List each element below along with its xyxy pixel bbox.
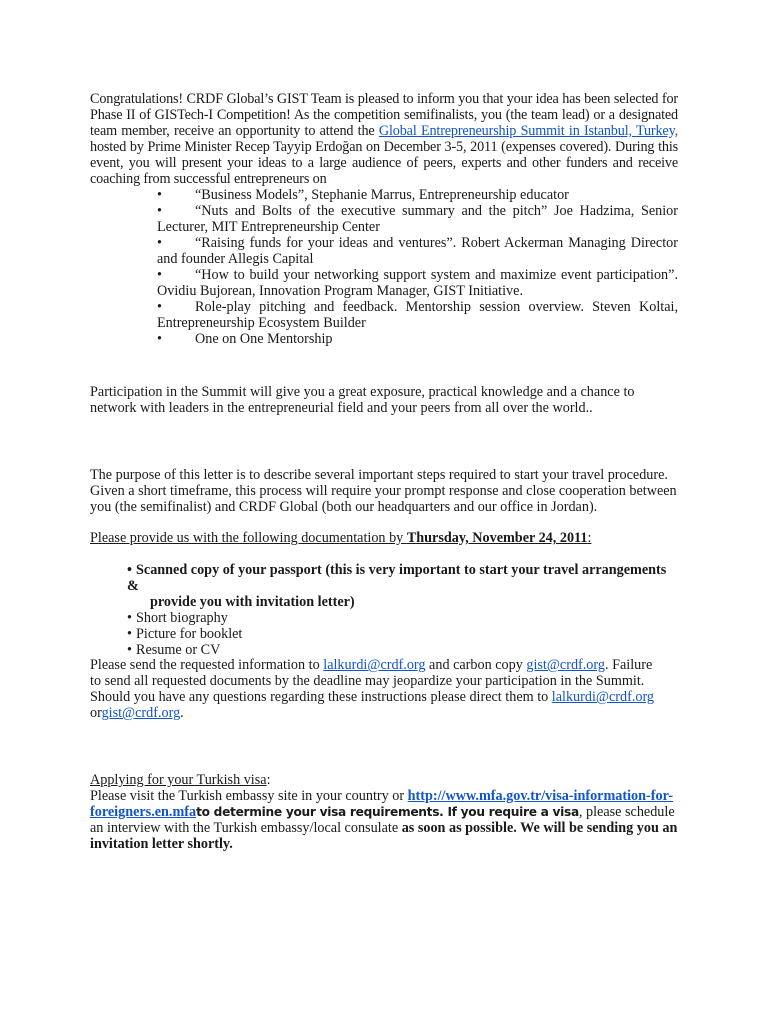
bullet-icon: • [157, 187, 162, 203]
documentation-request [90, 530, 678, 546]
bullet-icon: • [157, 331, 162, 347]
visa-section [90, 772, 678, 852]
intro-text-2: hosted by Prime Minister Recep Tayyip Erdoğan on December 3-5, 2011 (expenses covered). During this event, you will present your ideas to a large audience of peers, experts and other funders and receive coaching from successful entrepreneurs on [90, 139, 678, 187]
bullet-icon: • [127, 642, 132, 658]
list-item [157, 235, 678, 267]
email-link-gist-2[interactable]: gist@crdf.org [101, 705, 181, 721]
visa-heading-colon: : [266, 772, 271, 788]
list-item [127, 610, 678, 626]
visa-info-link[interactable]: http://www.mfa.gov.tr/visa-information-for-foreigners.en.mfa [90, 788, 674, 820]
email-link-lalkurdi[interactable]: lalkurdi@crdf.org [323, 657, 426, 673]
visa-text: Please visit the Turkish embassy site in your country or [90, 788, 408, 804]
list-item [157, 331, 678, 347]
list-item [157, 267, 678, 299]
coaching-topics-list [157, 187, 678, 347]
list-item-text: “How to build your networking support system and maximize event participation”. Ovidiu Bujorean, Innovation Program Manager, GIST Initiative. [157, 267, 678, 299]
list-item-continuation: provide you with invitation letter) [150, 594, 355, 610]
list-item [157, 203, 678, 235]
visa-invitation-text: . We will be sending you an invitation letter shortly. [90, 820, 678, 852]
list-item [127, 626, 678, 642]
list-item [157, 299, 678, 331]
list-item-text: Picture for booklet [136, 626, 243, 642]
visa-asap-text: as soon as possible [401, 820, 514, 836]
list-item-text: “Raising funds for your ideas and ventures”. Robert Ackerman Managing Director and founder Allegis Capital [157, 235, 678, 267]
list-item-text: One on One Mentorship [195, 331, 333, 347]
bullet-icon: • [127, 562, 132, 578]
bullet-icon: • [157, 299, 162, 315]
documents-list [127, 562, 678, 658]
send-text-2: and carbon copy [425, 657, 527, 673]
list-item [127, 642, 678, 658]
participation-paragraph: Participation in the Summit will give you a great exposure, practical knowledge and a chance to network with leaders in the entrepreneurial field and your peers from all over the world.. [90, 384, 635, 416]
list-item [127, 562, 678, 594]
send-text-5: . [180, 705, 184, 721]
list-item-text: “Business Models”, Stephanie Marrus, Entrepreneurship educator [195, 187, 569, 203]
list-item-text: Short biography [136, 610, 228, 626]
bullet-icon: • [157, 267, 162, 283]
bullet-icon: • [157, 203, 162, 219]
list-item-text: “Nuts and Bolts of the executive summary and the pitch” Joe Hadzima, Senior Lecturer, MIT Entrepreneurship Center [157, 203, 678, 235]
bullet-icon: • [127, 626, 132, 642]
list-item-text: Scanned copy of your passport (this is very important to start your travel arrangements & [127, 562, 667, 594]
email-link-gist[interactable]: gist@crdf.org [526, 657, 605, 673]
purpose-paragraph: The purpose of this letter is to describe several important steps required to start your travel procedure. Given a short timeframe, this process will require your prompt response and close cooperation between you (the semifinalist) and CRDF Global (both our headquarters and our office in Jordan). [90, 467, 677, 515]
send-text-3: . Failure to send all requested documents by the deadline may jeopardize your participation in the Summit. Should you have any questions regarding these instructions please direct them to [90, 657, 653, 705]
list-item-text: Resume or CV [136, 642, 221, 658]
bullet-icon: • [127, 610, 132, 626]
email-link-lalkurdi-2[interactable]: lalkurdi@crdf.org [551, 689, 655, 705]
intro-text: Congratulations! CRDF Global’s GIST Team is pleased to inform you that your idea has been selected for Phase II of GISTech-I Competition! As the competition semifinalists, you (the team lead) or a designated team member, receive an opportunity to attend the [90, 91, 678, 139]
summit-link[interactable]: Global Entrepreneurship Summit in Istanbul, Turkey, [378, 123, 678, 139]
send-instructions-paragraph [90, 657, 660, 721]
send-text-4: or [90, 705, 102, 721]
intro-paragraph [90, 91, 678, 187]
visa-requirements-text: to determine your visa requirements. If you require a visa [196, 805, 579, 819]
documentation-request-colon: : [587, 530, 592, 546]
visa-text-2: , please schedule an interview with the Turkish embassy/local consulate [90, 804, 675, 836]
list-item [157, 187, 678, 203]
deadline-date: Thursday, November 24, 2011 [406, 530, 588, 546]
documentation-request-text: Please provide us with the following documentation by [90, 530, 407, 546]
visa-heading: Applying for your Turkish visa [90, 772, 267, 788]
bullet-icon: • [157, 235, 162, 251]
list-item-text: Role-play pitching and feedback. Mentorship session overview. Steven Koltai, Entrepreneurship Ecosystem Builder [157, 299, 678, 331]
send-text: Please send the requested information to [90, 657, 324, 673]
